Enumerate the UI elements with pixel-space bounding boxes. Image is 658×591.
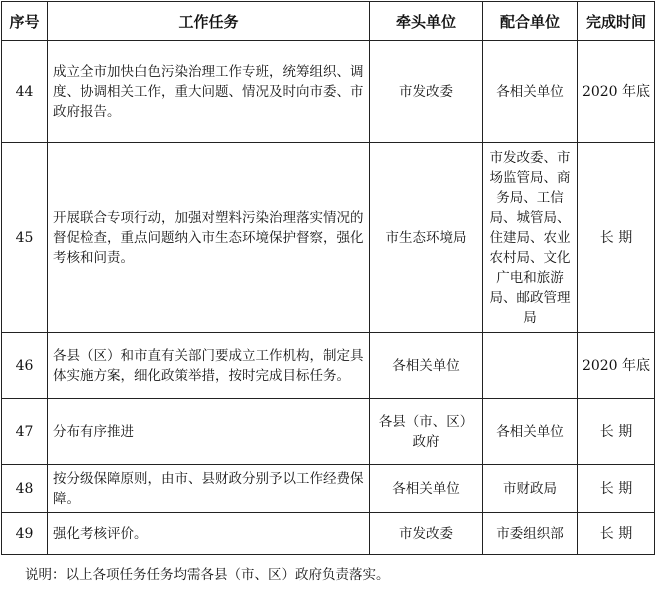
row-lead-unit: 各相关单位 bbox=[370, 465, 483, 513]
header-lead-unit: 牵头单位 bbox=[370, 2, 483, 41]
row-deadline: 长 期 bbox=[578, 399, 655, 465]
row-task: 强化考核评价。 bbox=[48, 513, 370, 555]
row-deadline: 长 期 bbox=[578, 465, 655, 513]
task-table-container bbox=[1, 1, 654, 555]
row-deadline: 2020 年底 bbox=[578, 333, 655, 399]
row-lead-unit: 各相关单位 bbox=[370, 333, 483, 399]
header-no: 序号 bbox=[2, 2, 48, 41]
task-table bbox=[1, 1, 655, 555]
row-task: 分布有序推进 bbox=[48, 399, 370, 465]
row-deadline: 长 期 bbox=[578, 513, 655, 555]
row-no: 47 bbox=[2, 399, 48, 465]
header-task: 工作任务 bbox=[48, 2, 370, 41]
table-row bbox=[2, 41, 655, 143]
row-no: 49 bbox=[2, 513, 48, 555]
row-no: 44 bbox=[2, 41, 48, 143]
row-task: 按分级保障原则，由市、县财政分别予以工作经费保障。 bbox=[48, 465, 370, 513]
row-deadline: 2020 年底 bbox=[578, 41, 655, 143]
row-coop-unit: 市委组织部 bbox=[483, 513, 578, 555]
table-row bbox=[2, 143, 655, 333]
row-no: 48 bbox=[2, 465, 48, 513]
header-deadline: 完成时间 bbox=[578, 2, 655, 41]
row-lead-unit: 市生态环境局 bbox=[370, 143, 483, 333]
row-coop-unit: 市发改委、市场监管局、商务局、工信局、城管局、住建局、农业农村局、文化广电和旅游局、邮政管理局 bbox=[483, 143, 578, 333]
table-footnote: 说明：以上各项任务任务均需各县（市、区）政府负责落实。 bbox=[25, 567, 390, 583]
row-task: 开展联合专项行动，加强对塑料污染治理落实情况的督促检查，重点问题纳入市生态环境保护督察，强化考核和问责。 bbox=[48, 143, 370, 333]
row-coop-unit: 各相关单位 bbox=[483, 41, 578, 143]
row-task: 成立全市加快白色污染治理工作专班，统筹组织、调度、协调相关工作，重大问题、情况及时向市委、市政府报告。 bbox=[48, 41, 370, 143]
header-coop-unit: 配合单位 bbox=[483, 2, 578, 41]
table-row bbox=[2, 399, 655, 465]
row-lead-unit: 市发改委 bbox=[370, 513, 483, 555]
row-lead-unit: 各县（市、区）政府 bbox=[370, 399, 483, 465]
table-row bbox=[2, 465, 655, 513]
table-row bbox=[2, 513, 655, 555]
row-task: 各县（区）和市直有关部门要成立工作机构，制定具体实施方案，细化政策举措，按时完成目标任务。 bbox=[48, 333, 370, 399]
row-no: 46 bbox=[2, 333, 48, 399]
row-no: 45 bbox=[2, 143, 48, 333]
row-lead-unit: 市发改委 bbox=[370, 41, 483, 143]
row-deadline: 长 期 bbox=[578, 143, 655, 333]
row-coop-unit: 市财政局 bbox=[483, 465, 578, 513]
table-header-row bbox=[2, 2, 655, 41]
table-row bbox=[2, 333, 655, 399]
row-coop-unit bbox=[483, 333, 578, 399]
row-coop-unit: 各相关单位 bbox=[483, 399, 578, 465]
